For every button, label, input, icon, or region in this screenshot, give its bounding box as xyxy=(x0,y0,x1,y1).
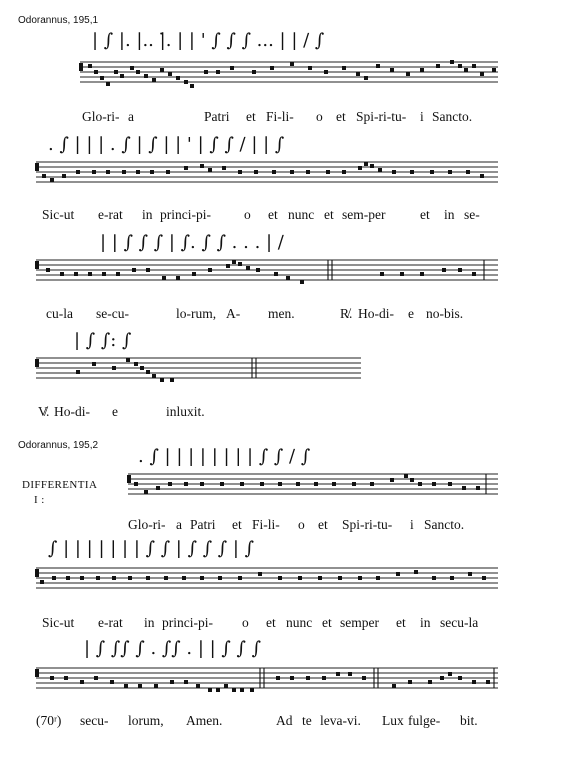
square-note xyxy=(448,672,452,676)
lyric-syllable: Fi-li- xyxy=(266,109,294,124)
square-note xyxy=(238,262,242,266)
square-note xyxy=(166,170,170,174)
neume-line: | ∫ ∫∫ ∫ . ∫∫ . | | ∫ ∫ ∫ xyxy=(84,638,261,659)
square-note xyxy=(200,164,204,168)
lyric-line xyxy=(36,712,498,730)
square-note xyxy=(392,170,396,174)
lyric-syllable: et xyxy=(318,517,328,532)
lyric-syllable: fulge- xyxy=(408,713,441,728)
lyric-syllable: Glo-ri- xyxy=(82,109,120,124)
square-note xyxy=(430,170,434,174)
lyric-syllable: cu-la xyxy=(46,306,73,321)
music-staff xyxy=(80,60,498,85)
square-note xyxy=(160,378,164,382)
neume-line: | ∫ ∫: ∫ xyxy=(74,330,132,351)
lyric-syllable: i xyxy=(410,517,414,532)
square-note xyxy=(168,482,172,486)
square-note xyxy=(50,676,54,680)
square-note xyxy=(404,474,408,478)
square-note xyxy=(170,680,174,684)
lyric-syllable: e xyxy=(112,404,118,419)
square-note xyxy=(176,76,180,80)
music-staff xyxy=(36,258,498,283)
square-note xyxy=(150,170,154,174)
square-note xyxy=(126,358,130,362)
square-note xyxy=(472,272,476,276)
square-note xyxy=(370,482,374,486)
clef-mark xyxy=(35,669,39,677)
square-note xyxy=(270,66,274,70)
lyric-syllable: nunc xyxy=(288,207,315,222)
lyric-syllable: Sancto. xyxy=(424,517,465,532)
neume-line: | | ∫ ∫ ∫ | ∫. ∫ ∫ . . . | ∕ xyxy=(100,232,284,253)
lyric-syllable: princi-pi- xyxy=(160,207,211,222)
square-note xyxy=(420,68,424,72)
square-note xyxy=(66,576,70,580)
square-note xyxy=(146,268,150,272)
square-note xyxy=(324,70,328,74)
square-note xyxy=(112,576,116,580)
square-note xyxy=(480,174,484,178)
square-note xyxy=(326,170,330,174)
square-note xyxy=(146,576,150,580)
lyric-syllable: leva-vi. xyxy=(320,713,361,728)
square-note xyxy=(196,684,200,688)
square-note xyxy=(240,688,244,692)
square-note xyxy=(420,272,424,276)
lyric-syllable: Patri xyxy=(190,517,216,532)
square-note xyxy=(314,482,318,486)
square-note xyxy=(184,80,188,84)
square-note xyxy=(476,486,480,490)
square-note xyxy=(42,174,46,178)
square-note xyxy=(356,72,360,76)
square-note xyxy=(458,268,462,272)
square-note xyxy=(156,486,160,490)
square-note xyxy=(290,676,294,680)
square-note xyxy=(378,168,382,172)
square-note xyxy=(222,166,226,170)
staff-drawing xyxy=(128,472,498,497)
square-note xyxy=(458,676,462,680)
lyric-syllable: et xyxy=(396,615,406,630)
square-note xyxy=(94,676,98,680)
lyric-syllable: lorum, xyxy=(128,713,164,728)
lyric-syllable: a xyxy=(128,109,134,124)
square-note xyxy=(472,680,476,684)
lyric-syllable: secu-la xyxy=(440,615,479,630)
square-note xyxy=(152,374,156,378)
square-note xyxy=(112,366,116,370)
square-note xyxy=(138,684,142,688)
square-note xyxy=(100,76,104,80)
lyric-syllable: V̸. xyxy=(38,404,50,419)
square-note xyxy=(466,170,470,174)
square-note xyxy=(342,170,346,174)
square-note xyxy=(106,170,110,174)
neume-line: . ∫ | | | . ∫ | ∫ | | ' | ∫ ∫ ∕ | | ∫ xyxy=(48,134,285,155)
lyric-syllable: (70ʳ) xyxy=(36,713,62,728)
square-note xyxy=(154,684,158,688)
lyric-line xyxy=(36,614,498,632)
square-note xyxy=(246,266,250,270)
clef-mark xyxy=(79,63,83,71)
square-note xyxy=(146,370,150,374)
staff-drawing xyxy=(36,160,498,185)
square-note xyxy=(200,576,204,580)
square-note xyxy=(298,576,302,580)
lyric-syllable: inluxit. xyxy=(166,404,205,419)
lyric-syllable: et xyxy=(336,109,346,124)
square-note xyxy=(50,178,54,182)
square-note xyxy=(272,170,276,174)
square-note xyxy=(380,272,384,276)
square-note xyxy=(62,174,66,178)
lyric-syllable: Sic-ut xyxy=(42,207,75,222)
square-note xyxy=(184,482,188,486)
square-note xyxy=(274,272,278,276)
square-note xyxy=(88,272,92,276)
square-note xyxy=(232,260,236,264)
square-note xyxy=(342,66,346,70)
square-note xyxy=(164,576,168,580)
differentia-number: I : xyxy=(34,494,45,506)
square-note xyxy=(432,576,436,580)
square-note xyxy=(134,482,138,486)
square-note xyxy=(400,272,404,276)
staff-drawing xyxy=(36,666,498,691)
square-note xyxy=(74,272,78,276)
lyric-syllable: o xyxy=(298,517,305,532)
lyric-syllable: se- xyxy=(464,207,480,222)
square-note xyxy=(472,64,476,68)
square-note xyxy=(134,362,138,366)
square-note xyxy=(290,62,294,66)
square-note xyxy=(464,68,468,72)
square-note xyxy=(296,482,300,486)
square-note xyxy=(240,482,244,486)
square-note xyxy=(450,60,454,64)
staff-drawing xyxy=(36,566,498,591)
square-note xyxy=(176,276,180,280)
square-note xyxy=(208,168,212,172)
square-note xyxy=(408,680,412,684)
lyric-syllable: e-rat xyxy=(98,615,123,630)
lyric-line xyxy=(36,206,498,224)
square-note xyxy=(392,684,396,688)
square-note xyxy=(254,170,258,174)
square-note xyxy=(238,576,242,580)
lyric-syllable: Sic-ut xyxy=(42,615,75,630)
square-note xyxy=(338,576,342,580)
music-staff xyxy=(36,666,498,691)
lyric-syllable: Fi-li- xyxy=(252,517,280,532)
lyric-line xyxy=(80,108,498,126)
square-note xyxy=(46,268,50,272)
square-note xyxy=(106,82,110,86)
lyric-syllable: Sancto. xyxy=(432,109,473,124)
lyric-syllable: se-cu- xyxy=(96,306,129,321)
square-note xyxy=(358,576,362,580)
square-note xyxy=(410,478,414,482)
square-note xyxy=(286,276,290,280)
square-note xyxy=(336,672,340,676)
lyric-syllable: e xyxy=(408,306,414,321)
lyric-line xyxy=(36,403,361,421)
lyric-syllable: R̸. xyxy=(340,306,353,321)
square-note xyxy=(60,272,64,276)
lyric-syllable: no-bis. xyxy=(426,306,464,321)
lyric-syllable: Spi-ri-tu- xyxy=(342,517,393,532)
lyric-syllable: o xyxy=(242,615,249,630)
lyric-syllable: semper xyxy=(340,615,379,630)
lyric-syllable: e-rat xyxy=(98,207,123,222)
square-note xyxy=(432,482,436,486)
square-note xyxy=(114,70,118,74)
square-note xyxy=(226,264,230,268)
lyric-line xyxy=(128,516,498,534)
lyric-syllable: in xyxy=(420,615,431,630)
square-note xyxy=(308,66,312,70)
square-note xyxy=(390,478,394,482)
square-note xyxy=(458,64,462,68)
staff-drawing xyxy=(36,356,361,381)
square-note xyxy=(440,676,444,680)
lyric-syllable: Ho-di- xyxy=(54,404,90,419)
square-note xyxy=(442,268,446,272)
square-note xyxy=(204,70,208,74)
lyric-syllable: lo-rum, xyxy=(176,306,217,321)
square-note xyxy=(348,672,352,676)
music-staff xyxy=(36,566,498,591)
square-note xyxy=(278,576,282,580)
square-note xyxy=(232,688,236,692)
square-note xyxy=(124,684,128,688)
square-note xyxy=(448,482,452,486)
square-note xyxy=(190,84,194,88)
square-note xyxy=(102,272,106,276)
lyric-syllable: Ho-di- xyxy=(358,306,394,321)
square-note xyxy=(258,572,262,576)
clef-mark xyxy=(127,475,131,483)
neume-line: . ∫ | | | | | | | | ∫ ∫ ∕ ∫ xyxy=(138,446,311,467)
lyric-syllable: nunc xyxy=(286,615,313,630)
square-note xyxy=(486,680,490,684)
square-note xyxy=(140,366,144,370)
square-note xyxy=(182,576,186,580)
lyric-syllable: princi-pi- xyxy=(162,615,213,630)
differentia-label xyxy=(22,478,97,508)
square-note xyxy=(184,166,188,170)
lyric-syllable: et xyxy=(266,615,276,630)
lyric-syllable: et xyxy=(324,207,334,222)
lyric-syllable: sem-per xyxy=(342,207,386,222)
neume-line: | ∫ |. |.. |̇. | | ' ∫ ∫ ∫ ... | | ∕ ∫ xyxy=(92,30,325,51)
square-note xyxy=(450,576,454,580)
neume-line: ∫ | | | | | | | ∫ ∫ | ∫ ∫ ∫ | ∫ xyxy=(48,538,255,559)
section-heading: Odorannus, 195,2 xyxy=(18,440,99,451)
lyric-syllable: in xyxy=(142,207,153,222)
square-note xyxy=(362,676,366,680)
lyric-syllable: et xyxy=(268,207,278,222)
square-note xyxy=(250,688,254,692)
clef-mark xyxy=(35,569,39,577)
square-note xyxy=(116,272,120,276)
square-note xyxy=(462,486,466,490)
square-note xyxy=(168,72,172,76)
square-note xyxy=(414,570,418,574)
clef-mark xyxy=(35,261,39,269)
square-note xyxy=(132,268,136,272)
lyric-syllable: a xyxy=(176,517,182,532)
square-note xyxy=(376,576,380,580)
square-note xyxy=(88,64,92,68)
square-note xyxy=(144,490,148,494)
lyric-syllable: in xyxy=(144,615,155,630)
square-note xyxy=(238,170,242,174)
square-note xyxy=(224,684,228,688)
square-note xyxy=(480,72,484,76)
square-note xyxy=(468,572,472,576)
square-note xyxy=(200,482,204,486)
music-staff xyxy=(128,472,498,497)
music-staff xyxy=(36,356,361,381)
lyric-syllable: Lux xyxy=(382,713,404,728)
lyric-syllable: bit. xyxy=(460,713,478,728)
lyric-syllable: et xyxy=(246,109,256,124)
lyric-syllable: Glo-ri- xyxy=(128,517,166,532)
square-note xyxy=(80,680,84,684)
square-note xyxy=(436,64,440,68)
square-note xyxy=(144,74,148,78)
square-note xyxy=(418,482,422,486)
square-note xyxy=(410,170,414,174)
square-note xyxy=(136,70,140,74)
square-note xyxy=(92,362,96,366)
square-note xyxy=(300,280,304,284)
square-note xyxy=(278,482,282,486)
lyric-syllable: o xyxy=(316,109,323,124)
staff-drawing xyxy=(36,258,498,283)
square-note xyxy=(40,580,44,584)
square-note xyxy=(128,576,132,580)
square-note xyxy=(230,66,234,70)
lyric-syllable: in xyxy=(444,207,455,222)
lyric-syllable: A- xyxy=(226,306,241,321)
square-note xyxy=(76,370,80,374)
clef-mark xyxy=(35,359,39,367)
square-note xyxy=(64,676,68,680)
square-note xyxy=(94,70,98,74)
square-note xyxy=(482,576,486,580)
lyric-syllable: et xyxy=(232,517,242,532)
square-note xyxy=(120,74,124,78)
square-note xyxy=(152,78,156,82)
lyric-syllable: et xyxy=(322,615,332,630)
square-note xyxy=(216,688,220,692)
square-note xyxy=(160,68,164,72)
square-note xyxy=(290,170,294,174)
square-note xyxy=(76,170,80,174)
square-note xyxy=(358,166,362,170)
lyric-syllable: i xyxy=(420,109,424,124)
square-note xyxy=(122,170,126,174)
square-note xyxy=(192,272,196,276)
lyric-line xyxy=(36,305,498,323)
square-note xyxy=(218,576,222,580)
square-note xyxy=(80,576,84,580)
square-note xyxy=(170,378,174,382)
square-note xyxy=(92,170,96,174)
square-note xyxy=(260,482,264,486)
clef-mark xyxy=(35,163,39,171)
square-note xyxy=(252,70,256,74)
square-note xyxy=(276,676,280,680)
square-note xyxy=(364,162,368,166)
square-note xyxy=(448,170,452,174)
square-note xyxy=(322,676,326,680)
square-note xyxy=(208,688,212,692)
section-heading: Odorannus, 195,1 xyxy=(18,15,99,26)
square-note xyxy=(220,482,224,486)
square-note xyxy=(162,276,166,280)
square-note xyxy=(370,164,374,168)
square-note xyxy=(216,70,220,74)
staff-drawing xyxy=(80,60,498,85)
square-note xyxy=(306,676,310,680)
square-note xyxy=(256,268,260,272)
square-note xyxy=(52,576,56,580)
square-note xyxy=(406,72,410,76)
square-note xyxy=(96,576,100,580)
square-note xyxy=(136,170,140,174)
lyric-syllable: Spi-ri-tu- xyxy=(356,109,407,124)
lyric-syllable: et xyxy=(420,207,430,222)
lyric-syllable: men. xyxy=(268,306,295,321)
square-note xyxy=(318,576,322,580)
lyric-syllable: Amen. xyxy=(186,713,223,728)
square-note xyxy=(390,68,394,72)
square-note xyxy=(492,68,496,72)
music-staff xyxy=(36,160,498,185)
square-note xyxy=(396,572,400,576)
lyric-syllable: secu- xyxy=(80,713,109,728)
lyric-syllable: Ad xyxy=(276,713,293,728)
differentia-title: DIFFERENTIA xyxy=(22,479,98,491)
square-note xyxy=(332,482,336,486)
lyric-syllable: o xyxy=(244,207,251,222)
square-note xyxy=(130,66,134,70)
square-note xyxy=(306,170,310,174)
square-note xyxy=(184,680,188,684)
square-note xyxy=(208,268,212,272)
square-note xyxy=(428,680,432,684)
square-note xyxy=(110,680,114,684)
lyric-syllable: te xyxy=(302,713,312,728)
square-note xyxy=(364,76,368,80)
square-note xyxy=(376,64,380,68)
square-note xyxy=(352,482,356,486)
lyric-syllable: Patri xyxy=(204,109,230,124)
